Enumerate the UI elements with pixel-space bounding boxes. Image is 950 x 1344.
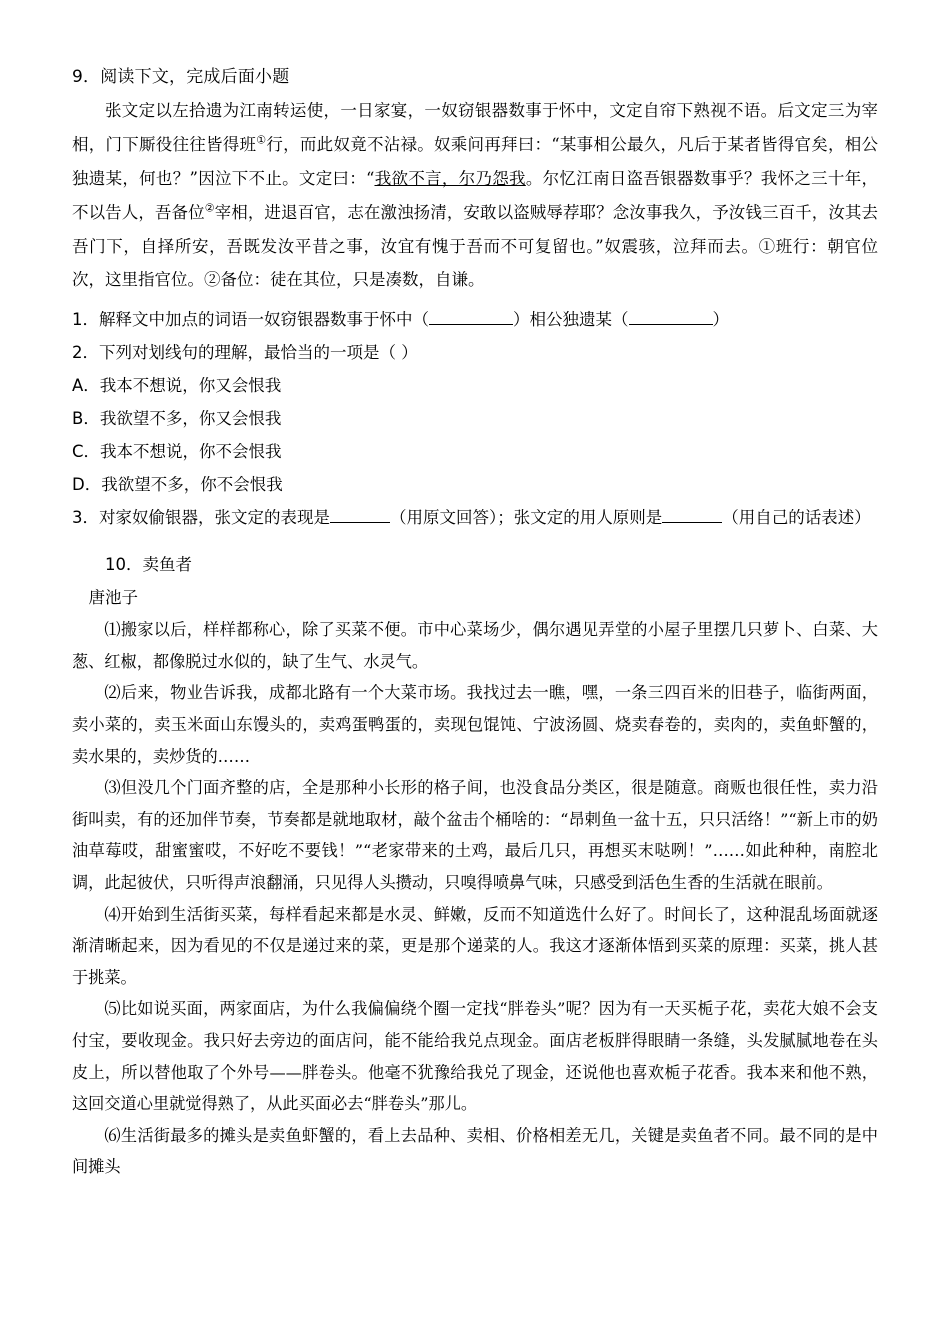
article-paragraph: ⑸比如说买面，两家面店，为什么我偏偏绕个圈一定找“胖卷头”呢？因为有一天买栀子花，卖花大娘不会支付宝，要收现金。我只好去旁边的面店问，能不能给我兑点现金。面店老板胖得眼睛一条缝，头发腻腻地卷在头皮上，所以替他取了个外号——胖卷头。他毫不犹豫给我兑了现金，还说他也喜欢栀子花香。我本来和他不熟，这回交道心里就觉得熟了，从此买面必去“胖卷头”那儿。 — [72, 999, 878, 1114]
article-paragraph: ⑴搬家以后，样样都称心，除了买菜不便。市中心菜场少，偶尔遇见弄堂的小屋子里摆几只萝卜、白菜、大葱、红椒，都像脱过水似的，缺了生气、水灵气。 — [72, 620, 878, 671]
sub-question-3-text-c: （用自己的话表述） — [722, 508, 871, 528]
answer-blank[interactable] — [429, 324, 513, 325]
article-paragraph: ⑶但没几个门面齐整的店，全是那种小长形的格子间，也没食品分类区，很是随意。商贩也很任性，卖力沿街叫卖，有的还加伴节奏，节奏都是就地取材，敲个盆击个桶啥的：“昂剌鱼一盆十五，只只活络！”“新上市的奶油草莓哎，甜蜜蜜哎，不好吃不要钱！”“老家带来的土鸡，最后几只，再想买末哒咧！”……如此种种，南腔北调，此起彼伏，只听得声浪翻涌，只见得人头攒动，只嗅得喷鼻气味，只感受到活色生香的生活就在眼前。 — [72, 778, 878, 892]
answer-blank[interactable] — [330, 522, 390, 523]
passage-text-4: 宰相，进退百官，志在激浊扬清，安敢以盗贼辱荐耶？念汝事我久，予汝钱三百千，汝其去吾门下，自择所安，吾既发汝平昔之事，汝宜有愧于吾而不可复留也。”奴震骇，泣拜而去。①班行：朝官位次，这里指官位。②备位：徒在其位，只是凑数，自谦。 — [72, 202, 878, 290]
question-9-heading: 9．阅读下文，完成后面小题 — [72, 67, 290, 87]
article-author: 唐池子 — [88, 588, 138, 608]
option-b[interactable]: B．我欲望不多，你又会恨我 — [72, 409, 282, 429]
article-paragraph: ⑷开始到生活街买菜，每样看起来都是水灵、鲜嫩，反而不知道选什么好了。时间长了，这种混乱场面就逐渐清晰起来，因为看见的不仅是递过来的菜，更是那个递菜的人。我这才逐渐体悟到买菜的原理：买菜，挑人甚于挑菜。 — [72, 904, 878, 987]
answer-blank[interactable] — [629, 324, 713, 325]
passage-text-2: 行，而此奴竟不沾禄。奴乘问再拜曰：“某事相公最久，凡后于某者皆得官矣，相公独遗某，何也？”因泣下不止。文定曰：“ — [72, 135, 878, 188]
sub-question-1-text-c: ） — [712, 310, 729, 330]
sub-question-1 — [72, 303, 878, 336]
option-a[interactable]: A．我本不想说，你又会恨我 — [72, 376, 282, 396]
passage-text-3: 。尔忆江南日盗吾银器数事乎？我怀之三十年，不以告人，吾备位 — [72, 168, 879, 222]
answer-blank[interactable] — [662, 522, 722, 523]
sub-question-3-text-a: 3．对家奴偷银器，张文定的表现是 — [72, 508, 330, 528]
passage-text-1: 张文定以左拾遗为江南转运使，一日家宴，一奴窃银器数事于怀中，文定自帘下熟视不语。后文定三为宰相，门下厮役往往皆得班 — [72, 101, 878, 155]
sub-question-3-text-b: （用原文回答）；张文定的用人原则是 — [390, 508, 663, 528]
option-c[interactable]: C．我本不想说，你不会恨我 — [72, 442, 282, 462]
passage-footnote-mark-2: ② — [204, 201, 215, 215]
classical-passage — [72, 94, 878, 297]
article-paragraph: ⑵后来，物业告诉我，成都北路有一个大菜市场。我找过去一瞧，嘿，一条三四百米的旧巷子，临街两面，卖小菜的，卖玉米面山东馒头的，卖鸡蛋鸭蛋的，卖现包馄饨、宁波汤圆、烧卖春卷的，卖肉的，卖鱼虾蟹的，卖水果的，卖炒货的…… — [72, 683, 878, 766]
sub-question-1-text-a: 1．解释文中加点的词语一奴窃银器数事于怀中（ — [72, 310, 429, 330]
article-paragraph: ⑹生活街最多的摊头是卖鱼虾蟹的，看上去品种、卖相、价格相差无几，关键是卖鱼者不同。最不同的是中间摊头 — [72, 1125, 878, 1177]
question-10-heading: 10．卖鱼者 — [105, 555, 192, 575]
passage-underlined-sentence: 我欲不言，尔乃怨我 — [374, 168, 526, 188]
sub-question-3 — [72, 501, 878, 534]
option-d[interactable]: D．我欲望不多，你不会恨我 — [72, 475, 283, 495]
passage-footnote-mark-1: ① — [256, 133, 267, 147]
sub-question-1-text-b: ）相公独遗某（ — [513, 310, 629, 330]
sub-question-2: 2．下列对划线句的理解，最恰当的一项是（ ） — [72, 343, 418, 363]
